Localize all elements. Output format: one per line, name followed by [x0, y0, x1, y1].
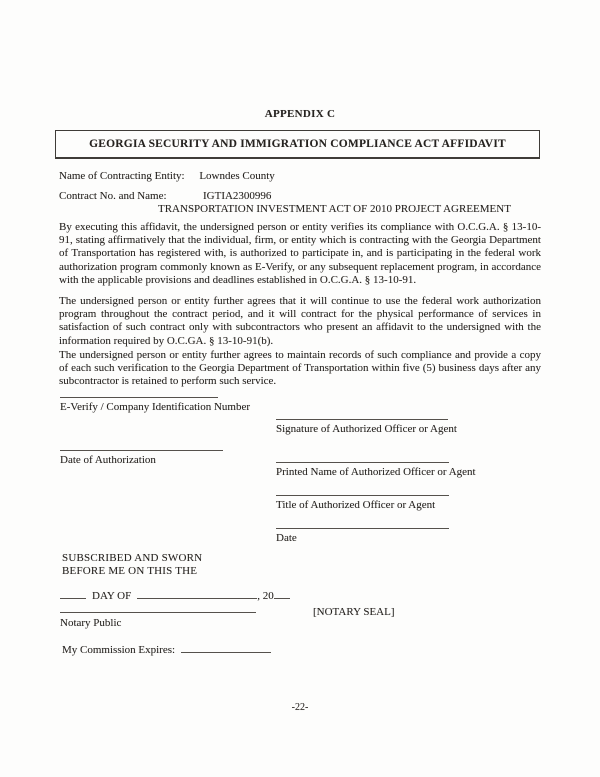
date-line	[276, 528, 449, 529]
notary-public-line	[60, 612, 256, 613]
contracting-entity-label: Name of Contracting Entity:	[59, 170, 185, 182]
appendix-heading: APPENDIX C	[264, 108, 336, 120]
day-of-label: DAY OF	[92, 590, 132, 602]
contracting-entity-value: Lowndes County	[199, 170, 275, 182]
everify-number-line	[60, 397, 218, 398]
everify-number-label: E-Verify / Company Identification Number	[60, 401, 251, 413]
day-of-row	[60, 586, 290, 602]
contract-no-name-label: Contract No. and Name:	[59, 190, 167, 202]
sworn-text-line1: SUBSCRIBED AND SWORN	[62, 552, 203, 564]
contract-name-value: TRANSPORTATION INVESTMENT ACT OF 2010 PROJECT AGREEMENT	[158, 203, 511, 215]
commission-expires-row	[62, 640, 271, 656]
date-label: Date	[276, 532, 297, 544]
notary-seal-placeholder: [NOTARY SEAL]	[313, 606, 395, 618]
paragraph-compliance: By executing this affidavit, the undersigned person or entity verifies its compliance with O.C.G.A. § 13-10-91, stating affirmatively that the individual, firm, or entity which is contracting with the Georgia Department of Transportation has registered with, is authorized to participate in, and is participating in the federal work authorization program commonly known as E-Verify, or any subsequent replacement program, in accordance with the applicable provisions and deadlines established in O.C.G.A. § 13-10-91.	[59, 221, 541, 286]
year-prefix-label: , 20	[257, 590, 274, 602]
printed-name-label: Printed Name of Authorized Officer or Agent	[276, 466, 476, 478]
document-title-box	[55, 130, 540, 159]
page-number: -22-	[291, 702, 309, 713]
document-title: GEORGIA SECURITY AND IMMIGRATION COMPLIANCE ACT AFFIDAVIT	[89, 138, 506, 150]
commission-blank-field	[181, 640, 271, 653]
paragraph-continued-use: The undersigned person or entity further agrees that it will continue to use the federal work authorization program throughout the contract period, and it will contract for the physical performance of services in satisfaction of such contract only with subcontractors who present an affidavit to the undersigned with the information required by O.C.GA. § 13-10-91(b).	[59, 295, 541, 347]
contracting-entity-row	[59, 170, 275, 182]
year-blank-field	[274, 586, 290, 599]
sworn-text-line2: BEFORE ME ON THIS THE	[62, 565, 198, 577]
signature-officer-line	[276, 419, 448, 420]
title-officer-label: Title of Authorized Officer or Agent	[276, 499, 436, 511]
date-of-authorization-label: Date of Authorization	[60, 454, 156, 466]
title-officer-line	[276, 495, 449, 496]
month-blank-field	[137, 586, 257, 599]
commission-expires-label: My Commission Expires:	[62, 644, 176, 656]
paragraph-records: The undersigned person or entity further agrees to maintain records of such compliance and provide a copy of each such verification to the Georgia Department of Transportation within five (5) business days after any subcontractor is retained to perform such service.	[59, 349, 541, 388]
contract-number-value: IGTIA2300996	[203, 190, 272, 202]
date-of-authorization-line	[60, 450, 223, 451]
printed-name-line	[276, 462, 449, 463]
day-blank-field	[60, 586, 86, 599]
signature-officer-label: Signature of Authorized Officer or Agent	[276, 423, 457, 435]
notary-public-label: Notary Public	[60, 617, 122, 629]
